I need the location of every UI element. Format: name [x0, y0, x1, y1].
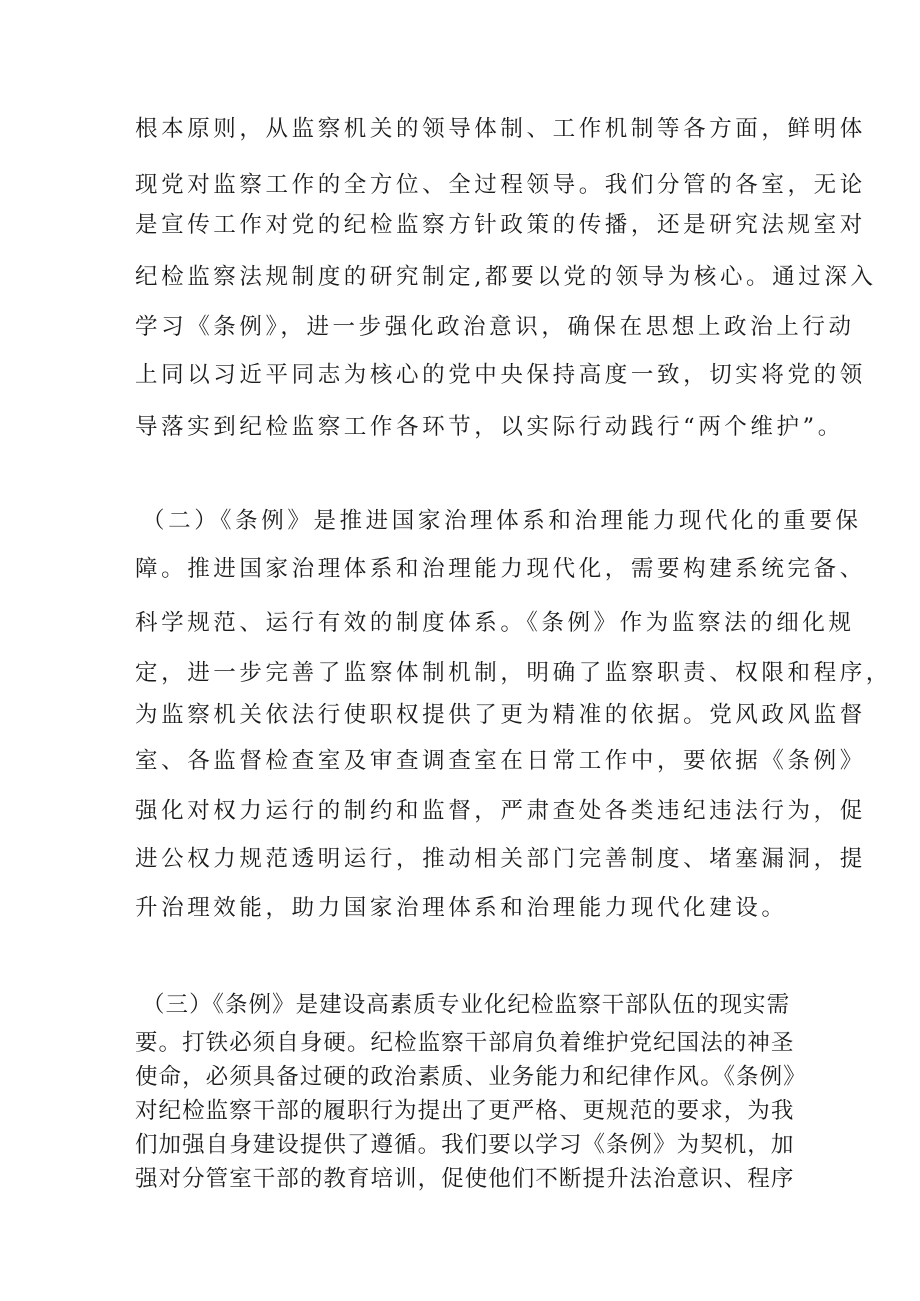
paragraph-line: 强化对权力运行的制约和监督，严肃查处各类违纪违法行为，促	[135, 798, 866, 824]
paragraph-line: （三）《条例》是建设高素质专业化纪检监察干部队伍的现实需	[142, 992, 791, 1018]
paragraph-line: 纪检监察法规制度的研究制定,都要以党的领导为核心。通过深入	[135, 264, 877, 290]
paragraph-line: （二）《条例》是推进国家治理体系和治理能力现代化的重要保	[142, 508, 862, 534]
paragraph-line: 科学规范、运行有效的制度体系。《条例》作为监察法的细化规	[135, 610, 855, 636]
paragraph-line: 使命，必须具备过硬的政治素质、业务能力和纪律作风。《条例》	[135, 1064, 807, 1090]
paragraph-line: 上同以习近平同志为核心的党中央保持高度一致，切实将党的领	[135, 362, 866, 388]
paragraph-line: 进公权力规范透明运行，推动相关部门完善制度、堵塞漏洞，提	[135, 846, 866, 872]
paragraph-line: 们加强自身建设提供了遵循。我们要以学习《条例》为契机，加	[135, 1132, 795, 1158]
paragraph-line: 障。推进国家治理体系和治理能力现代化，需要构建系统完备、	[135, 556, 866, 582]
paragraph-line: 现党对监察工作的全方位、全过程领导。我们分管的各室，无论	[135, 172, 866, 198]
paragraph-line: 对纪检监察干部的履职行为提出了更严格、更规范的要求，为我	[135, 1098, 795, 1124]
paragraph-line: 是宣传工作对党的纪检监察方针政策的传播，还是研究法规室对	[135, 212, 866, 238]
paragraph-line: 定，进一步完善了监察体制机制，明确了监察职责、权限和程序，	[135, 660, 892, 686]
paragraph-line: 强对分管室干部的教育培训，促使他们不断提升法治意识、程序	[135, 1166, 795, 1192]
paragraph-line: 根本原则，从监察机关的领导体制、工作机制等各方面，鲜明体	[135, 116, 866, 142]
paragraph-line: 要。打铁必须自身硬。纪检监察干部肩负着维护党纪国法的神圣	[135, 1030, 795, 1056]
paragraph-line: 导落实到纪检监察工作各环节，以实际行动践行“两个维护”。	[135, 414, 844, 440]
paragraph-line: 室、各监督检查室及审查调查室在日常工作中，要依据《条例》	[135, 748, 866, 774]
paragraph-line: 升治理效能，助力国家治理体系和治理能力现代化建设。	[135, 895, 788, 921]
paragraph-line: 为监察机关依法行使职权提供了更为精准的依据。党风政风监督	[135, 702, 866, 728]
paragraph-line: 学习《条例》，进一步强化政治意识，确保在思想上政治上行动	[135, 314, 855, 340]
